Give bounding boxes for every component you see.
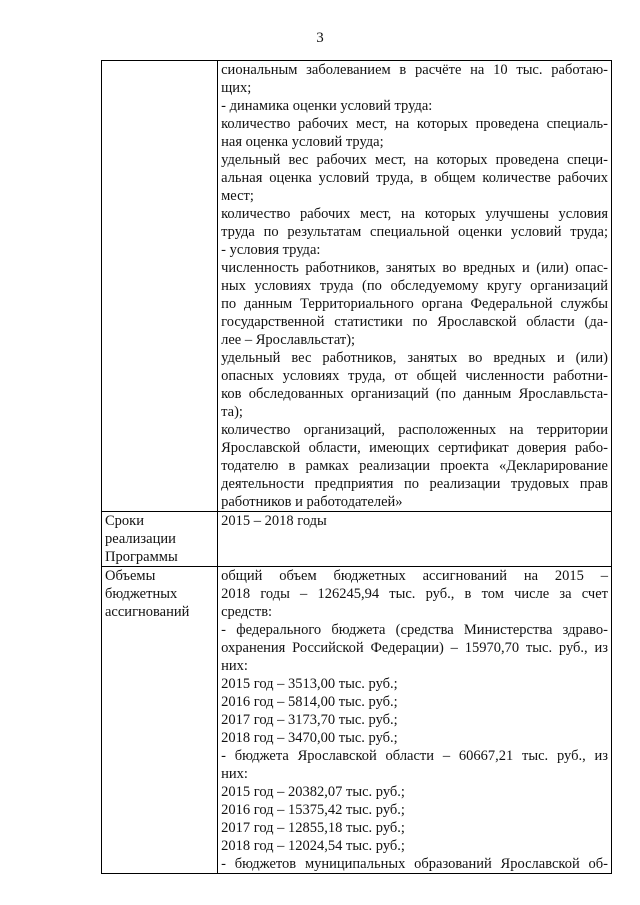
table-row-budget xyxy=(102,567,612,874)
terms-content-cell xyxy=(218,512,612,567)
criteria-line: щих; xyxy=(221,80,252,96)
table-row-criteria xyxy=(102,61,612,512)
criteria-line: та); xyxy=(221,404,243,420)
criteria-line: ных условиях труда (по обследуемому кругу организаций xyxy=(221,278,608,294)
criteria-line: по данным Территориального органа Федеральной службы xyxy=(221,296,608,312)
page-number: 3 xyxy=(316,30,324,46)
terms-label-cell xyxy=(102,512,218,567)
budget-line: средств: xyxy=(221,604,273,620)
terms-label-line: Сроки xyxy=(105,513,144,529)
terms-line: 2015 – 2018 годы xyxy=(221,513,327,529)
budget-line: 2016 год – 15375,42 тыс. руб.; xyxy=(221,802,405,818)
criteria-line: численность работников, занятых во вредных и (или) опас- xyxy=(221,260,608,276)
criteria-line: лее – Ярославльстат); xyxy=(221,332,356,348)
budget-label-line: ассигнований xyxy=(105,604,190,620)
criteria-label-cell xyxy=(102,61,218,512)
terms-label-line: Программы xyxy=(105,549,178,565)
budget-line: общий объем бюджетных ассигнований на 2015 – xyxy=(221,568,608,584)
criteria-line: мест; xyxy=(221,188,254,204)
criteria-line: удельный вес рабочих мест, на которых проведена специ- xyxy=(221,152,608,168)
criteria-line: ков обследованных организаций (по данным Ярославльста- xyxy=(221,386,608,402)
budget-content-cell xyxy=(218,567,612,874)
budget-line: 2015 год – 20382,07 тыс. руб.; xyxy=(221,784,405,800)
table-row-terms xyxy=(102,512,612,567)
budget-line: - бюджетов муниципальных образований Ярославской об- xyxy=(221,856,608,872)
criteria-line: опасных условиях труда, от общей численности работни- xyxy=(221,368,608,384)
budget-line: 2017 год – 3173,70 тыс. руб.; xyxy=(221,712,398,728)
criteria-line: количество рабочих мест, на которых улучшены условия xyxy=(221,206,608,222)
budget-label-line: Объемы xyxy=(105,568,156,584)
criteria-line: деятельности предприятия по реализации трудовых прав xyxy=(221,476,608,492)
criteria-line: государственной статистики по Ярославской области (да- xyxy=(221,314,608,330)
budget-line: них: xyxy=(221,658,248,674)
budget-line: них: xyxy=(221,766,248,782)
budget-line: - федерального бюджета (средства Министерства здраво- xyxy=(221,622,608,638)
criteria-line: - динамика оценки условий труда: xyxy=(221,98,433,114)
criteria-line: сиональным заболеванием в расчёте на 10 тыс. работаю- xyxy=(221,62,608,78)
criteria-content-cell xyxy=(218,61,612,512)
budget-line: 2016 год – 5814,00 тыс. руб.; xyxy=(221,694,398,710)
budget-line: 2018 год – 3470,00 тыс. руб.; xyxy=(221,730,398,746)
criteria-line: ная оценка условий труда; xyxy=(221,134,384,150)
budget-line: 2017 год – 12855,18 тыс. руб.; xyxy=(221,820,405,836)
budget-line: 2018 год – 12024,54 тыс. руб.; xyxy=(221,838,405,854)
criteria-line: количество рабочих мест, на которых проведена специаль- xyxy=(221,116,608,132)
criteria-line: Ярославской области, имеющих сертификат доверия рабо- xyxy=(221,440,608,456)
budget-label-line: бюджетных xyxy=(105,586,178,602)
budget-line: охранения Российской Федерации) – 15970,70 тыс. руб., из xyxy=(221,640,608,656)
program-passport-table xyxy=(101,60,612,874)
budget-label-cell xyxy=(102,567,218,874)
criteria-line: удельный вес работников, занятых во вредных и (или) xyxy=(221,350,608,366)
criteria-line: работников и работодателей» xyxy=(221,494,403,510)
criteria-line: количество организаций, расположенных на территории xyxy=(221,422,608,438)
criteria-line: тодателю в рамках реализации проекта «Декларирование xyxy=(221,458,608,474)
budget-line: 2015 год – 3513,00 тыс. руб.; xyxy=(221,676,398,692)
terms-label-line: реализации xyxy=(105,531,176,547)
criteria-line: - условия труда: xyxy=(221,242,321,258)
criteria-line: труда по результатам специальной оценки условий труда; xyxy=(221,224,608,240)
budget-line: - бюджета Ярославской области – 60667,21 тыс. руб., из xyxy=(221,748,608,764)
criteria-line: альная оценка условий труда, в общем количестве рабочих xyxy=(221,170,608,186)
budget-line: 2018 годы – 126245,94 тыс. руб., в том числе за счет xyxy=(221,586,608,602)
